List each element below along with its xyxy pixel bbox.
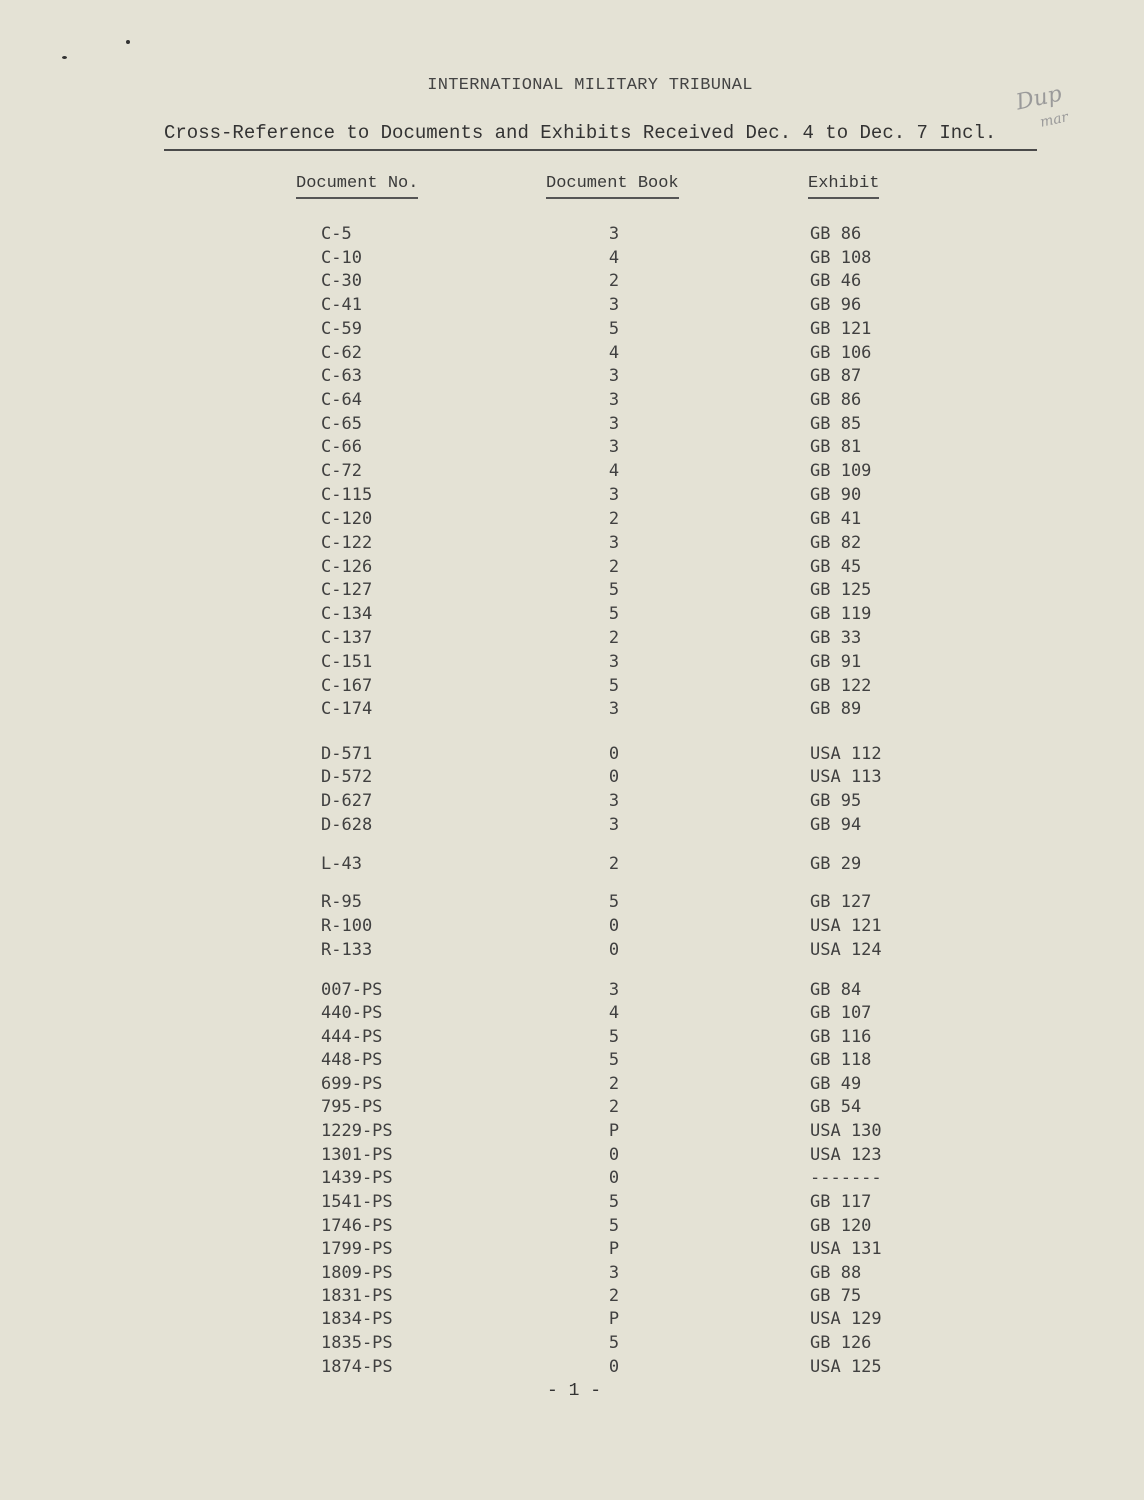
table-row [0, 940, 1144, 964]
cell-exhibit: GB 108 [810, 248, 872, 268]
document-heading: INTERNATIONAL MILITARY TRIBUNAL [427, 76, 753, 95]
cell-document-no: 448-PS [321, 1050, 383, 1070]
table-row [0, 1309, 1144, 1333]
cell-document-no: C-137 [321, 628, 373, 648]
subheading-underline [164, 149, 1037, 151]
cell-exhibit: GB 75 [810, 1286, 862, 1306]
cell-document-no: C-151 [321, 652, 373, 672]
table-row [0, 744, 1144, 768]
cell-exhibit: GB 96 [810, 295, 862, 315]
cell-document-no: C-62 [321, 343, 362, 363]
cell-exhibit: GB 81 [810, 437, 862, 457]
table-row [0, 1145, 1144, 1169]
cell-document-no: 444-PS [321, 1027, 383, 1047]
table-row [0, 461, 1144, 485]
cell-exhibit: GB 106 [810, 343, 872, 363]
table-row [0, 628, 1144, 652]
table-row [0, 414, 1144, 438]
cell-document-book: 2 [608, 628, 620, 648]
table-row [0, 580, 1144, 604]
cell-exhibit: USA 125 [810, 1357, 882, 1377]
cell-document-book: 4 [608, 1003, 620, 1023]
cell-document-book: 2 [608, 854, 620, 874]
cell-document-no: C-41 [321, 295, 362, 315]
cell-exhibit: GB 49 [810, 1074, 862, 1094]
cell-document-book: 2 [608, 1074, 620, 1094]
cell-exhibit: GB 89 [810, 699, 862, 719]
cell-exhibit: GB 88 [810, 1263, 862, 1283]
cell-exhibit: GB 107 [810, 1003, 872, 1023]
table-row [0, 604, 1144, 628]
column-header-document-no: Document No. [296, 174, 418, 199]
cell-document-book: 3 [608, 699, 620, 719]
table-row [0, 980, 1144, 1004]
cell-exhibit: GB 91 [810, 652, 862, 672]
cell-document-no: D-571 [321, 744, 373, 764]
cell-document-book: 0 [608, 767, 620, 787]
cell-document-no: D-627 [321, 791, 373, 811]
cell-exhibit: GB 45 [810, 557, 862, 577]
cell-document-book: 3 [608, 815, 620, 835]
table-row [0, 1333, 1144, 1357]
column-header-document-book: Document Book [546, 174, 679, 199]
table-row [0, 343, 1144, 367]
cell-document-book: 3 [608, 533, 620, 553]
cell-document-no: 1835-PS [321, 1333, 393, 1353]
cell-exhibit: GB 82 [810, 533, 862, 553]
cell-document-book: 3 [608, 652, 620, 672]
cell-exhibit: USA 113 [810, 767, 882, 787]
paper-speck [126, 40, 130, 44]
cell-document-no: C-126 [321, 557, 373, 577]
cell-document-book: 3 [608, 791, 620, 811]
cell-document-book: 0 [608, 1168, 620, 1188]
cell-document-no: C-64 [321, 390, 362, 410]
cell-exhibit: GB 125 [810, 580, 872, 600]
table-row [0, 652, 1144, 676]
table-row [0, 509, 1144, 533]
cell-exhibit: GB 41 [810, 509, 862, 529]
table-row [0, 1121, 1144, 1145]
cell-document-book: 5 [608, 1050, 620, 1070]
cell-document-book: 2 [608, 271, 620, 291]
cell-document-book: 5 [608, 319, 620, 339]
cell-document-no: C-10 [321, 248, 362, 268]
column-header-exhibit: Exhibit [808, 174, 879, 199]
table-row [0, 1074, 1144, 1098]
cell-exhibit: GB 120 [810, 1216, 872, 1236]
cell-document-no: 1541-PS [321, 1192, 393, 1212]
cell-document-book: 3 [608, 224, 620, 244]
cell-document-no: C-167 [321, 676, 373, 696]
cell-document-book: 2 [608, 1286, 620, 1306]
table-row [0, 1097, 1144, 1121]
cell-document-book: 5 [608, 1027, 620, 1047]
cell-document-book: 5 [608, 604, 620, 624]
table-row [0, 295, 1144, 319]
cell-exhibit: GB 29 [810, 854, 862, 874]
table-row [0, 437, 1144, 461]
cell-document-book: P [608, 1309, 620, 1329]
cell-document-no: D-628 [321, 815, 373, 835]
cell-document-no: C-134 [321, 604, 373, 624]
cell-document-book: 0 [608, 1357, 620, 1377]
cell-document-book: 3 [608, 390, 620, 410]
cell-exhibit: GB 118 [810, 1050, 872, 1070]
cell-document-book: 4 [608, 461, 620, 481]
cell-document-book: 2 [608, 557, 620, 577]
document-subheading: Cross-Reference to Documents and Exhibits Received Dec. 4 to Dec. 7 Incl. [164, 122, 997, 144]
cell-exhibit: GB 95 [810, 791, 862, 811]
cell-document-book: 5 [608, 676, 620, 696]
cell-exhibit: GB 94 [810, 815, 862, 835]
cell-document-book: 0 [608, 940, 620, 960]
cell-document-book: 3 [608, 485, 620, 505]
cell-document-book: 5 [608, 1216, 620, 1236]
handwritten-note-secondary: mar [1038, 109, 1070, 131]
table-row [0, 224, 1144, 248]
cell-document-book: 5 [608, 1192, 620, 1212]
cell-document-no: C-122 [321, 533, 373, 553]
cell-document-no: 1809-PS [321, 1263, 393, 1283]
cell-document-no: L-43 [321, 854, 362, 874]
cell-exhibit: GB 126 [810, 1333, 872, 1353]
cell-exhibit: USA 131 [810, 1239, 882, 1259]
cell-document-book: 3 [608, 437, 620, 457]
table-row [0, 557, 1144, 581]
cell-exhibit: GB 33 [810, 628, 862, 648]
table-row [0, 1168, 1144, 1192]
cell-document-no: R-100 [321, 916, 373, 936]
cell-document-book: P [608, 1239, 620, 1259]
table-row [0, 1216, 1144, 1240]
cell-exhibit: GB 86 [810, 390, 862, 410]
table-row [0, 1357, 1144, 1381]
cell-exhibit: GB 122 [810, 676, 872, 696]
cell-document-no: C-127 [321, 580, 373, 600]
cell-document-no: 1746-PS [321, 1216, 393, 1236]
cell-exhibit: GB 54 [810, 1097, 862, 1117]
table-row [0, 319, 1144, 343]
table-row [0, 390, 1144, 414]
cell-document-no: C-63 [321, 366, 362, 386]
cell-document-book: P [608, 1121, 620, 1141]
cell-document-no: 795-PS [321, 1097, 383, 1117]
cell-document-book: 3 [608, 414, 620, 434]
cell-document-no: 1831-PS [321, 1286, 393, 1306]
cell-document-no: C-5 [321, 224, 352, 244]
cell-document-no: C-174 [321, 699, 373, 719]
table-row [0, 892, 1144, 916]
handwritten-note: Dup [1013, 81, 1064, 116]
cell-document-book: 3 [608, 1263, 620, 1283]
page-number: - 1 - [547, 1381, 602, 1401]
cell-document-no: C-120 [321, 509, 373, 529]
table-row [0, 916, 1144, 940]
cell-document-book: 0 [608, 1145, 620, 1165]
cell-document-book: 3 [608, 295, 620, 315]
cell-document-book: 2 [608, 509, 620, 529]
cell-exhibit: GB 121 [810, 319, 872, 339]
table-row [0, 767, 1144, 791]
cell-document-book: 3 [608, 366, 620, 386]
cell-document-no: C-30 [321, 271, 362, 291]
table-row [0, 699, 1144, 723]
table-row [0, 1192, 1144, 1216]
cell-document-book: 0 [608, 916, 620, 936]
table-row [0, 1239, 1144, 1263]
paper-speck [62, 56, 67, 59]
table-row [0, 854, 1144, 878]
cell-document-no: C-115 [321, 485, 373, 505]
cell-document-no: 007-PS [321, 980, 383, 1000]
table-row [0, 366, 1144, 390]
cell-exhibit: GB 127 [810, 892, 872, 912]
cell-document-book: 2 [608, 1097, 620, 1117]
cell-exhibit: GB 46 [810, 271, 862, 291]
cell-document-no: 699-PS [321, 1074, 383, 1094]
cell-exhibit: GB 90 [810, 485, 862, 505]
cell-exhibit: USA 121 [810, 916, 882, 936]
table-row [0, 485, 1144, 509]
cell-document-book: 0 [608, 744, 620, 764]
cell-document-no: R-95 [321, 892, 362, 912]
cell-document-no: C-66 [321, 437, 362, 457]
table-row [0, 1286, 1144, 1310]
table-row [0, 1050, 1144, 1074]
cell-document-no: C-72 [321, 461, 362, 481]
cell-document-no: D-572 [321, 767, 373, 787]
cell-document-no: 1799-PS [321, 1239, 393, 1259]
cell-document-no: C-65 [321, 414, 362, 434]
cell-document-no: 440-PS [321, 1003, 383, 1023]
cell-exhibit: USA 123 [810, 1145, 882, 1165]
cell-exhibit: USA 130 [810, 1121, 882, 1141]
cell-document-no: 1439-PS [321, 1168, 393, 1188]
table-row [0, 815, 1144, 839]
cell-exhibit: GB 85 [810, 414, 862, 434]
cell-exhibit: USA 129 [810, 1309, 882, 1329]
cell-document-no: 1874-PS [321, 1357, 393, 1377]
cell-exhibit: GB 87 [810, 366, 862, 386]
cell-exhibit: GB 109 [810, 461, 872, 481]
cell-document-book: 5 [608, 580, 620, 600]
cell-document-no: R-133 [321, 940, 373, 960]
cell-exhibit: GB 86 [810, 224, 862, 244]
cell-exhibit: GB 119 [810, 604, 872, 624]
table-row [0, 1003, 1144, 1027]
cell-document-book: 5 [608, 892, 620, 912]
table-row [0, 676, 1144, 700]
cell-document-no: C-59 [321, 319, 362, 339]
cell-exhibit: USA 112 [810, 744, 882, 764]
cell-exhibit: GB 117 [810, 1192, 872, 1212]
table-row [0, 248, 1144, 272]
cell-document-book: 4 [608, 343, 620, 363]
table-row [0, 1263, 1144, 1287]
table-row [0, 1027, 1144, 1051]
cell-document-book: 5 [608, 1333, 620, 1353]
table-row [0, 533, 1144, 557]
table-row [0, 271, 1144, 295]
cell-exhibit: GB 116 [810, 1027, 872, 1047]
cell-document-no: 1834-PS [321, 1309, 393, 1329]
cell-exhibit: USA 124 [810, 940, 882, 960]
cell-document-book: 3 [608, 980, 620, 1000]
table-row [0, 791, 1144, 815]
cell-document-no: 1229-PS [321, 1121, 393, 1141]
cell-exhibit: ------- [810, 1168, 882, 1188]
cell-exhibit: GB 84 [810, 980, 862, 1000]
cell-document-no: 1301-PS [321, 1145, 393, 1165]
cell-document-book: 4 [608, 248, 620, 268]
